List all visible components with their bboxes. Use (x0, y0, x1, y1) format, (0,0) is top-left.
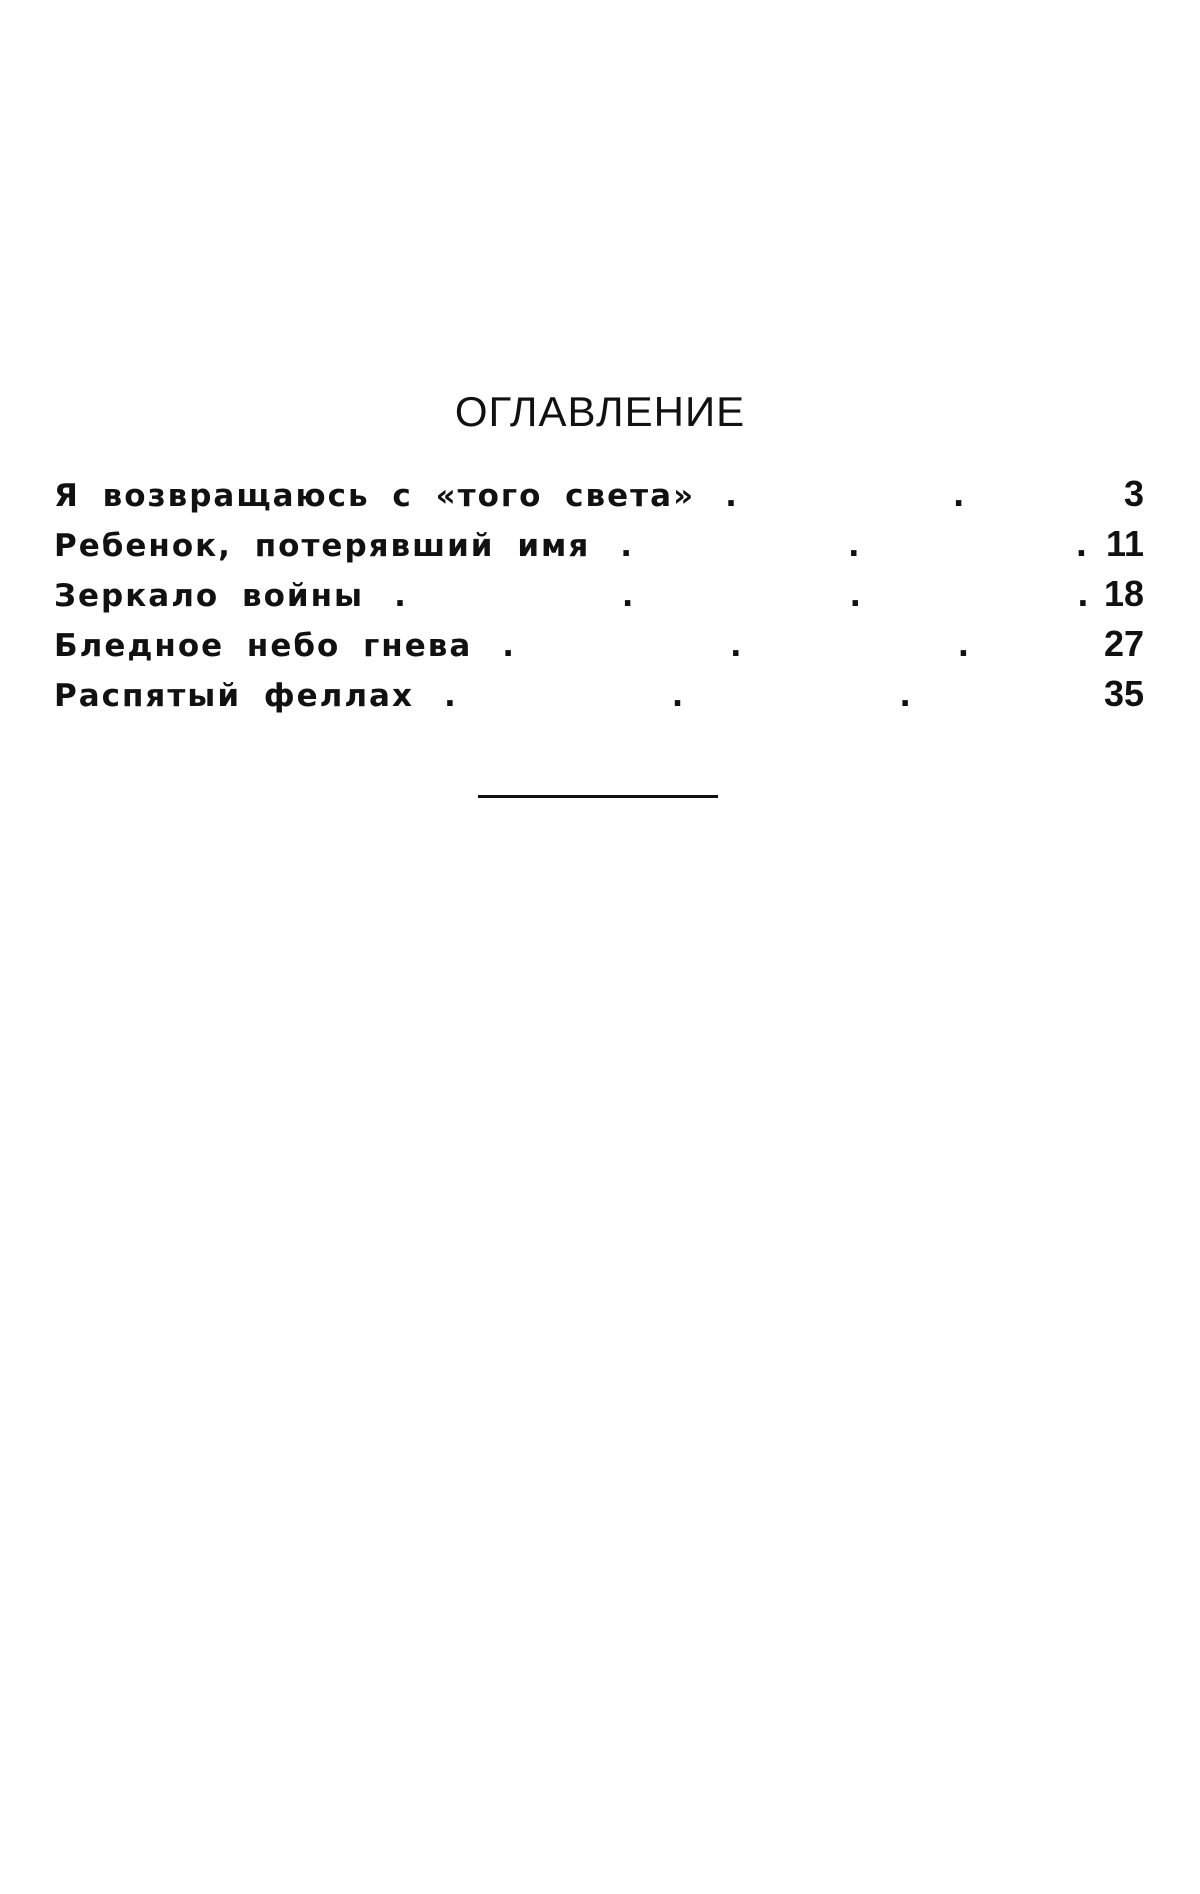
toc-entry (54, 473, 1144, 523)
toc-entry-title: Бледное небо гнева (54, 628, 473, 664)
toc-dot-leader (444, 678, 1096, 714)
toc-entry (54, 673, 1144, 723)
toc-entry-title: Я возвращаюсь с «того света» (54, 478, 696, 514)
toc-dot-leader (394, 578, 1096, 614)
toc-heading: ОГЛАВЛЕНИЕ (454, 388, 746, 435)
toc-entry-title: Распятый феллах (54, 678, 414, 714)
toc-page-number: 11 (1105, 523, 1144, 564)
toc-dot-leader (502, 628, 1096, 664)
toc-page-number: 18 (1103, 573, 1144, 614)
toc-page-number: 3 (1123, 473, 1144, 514)
end-divider-rule (478, 795, 718, 798)
toc-entry (54, 623, 1144, 673)
toc-entry-title: Зеркало войны (54, 578, 365, 614)
toc-dot-leader (620, 528, 1096, 564)
toc-list (54, 473, 1144, 723)
toc-entry-title: Ребенок, потерявший имя (54, 528, 591, 564)
toc-entry (54, 523, 1144, 573)
toc-dot-leader (725, 478, 1096, 514)
toc-entry (54, 573, 1144, 623)
toc-page-number: 35 (1103, 673, 1144, 714)
toc-page-number: 27 (1103, 623, 1144, 664)
